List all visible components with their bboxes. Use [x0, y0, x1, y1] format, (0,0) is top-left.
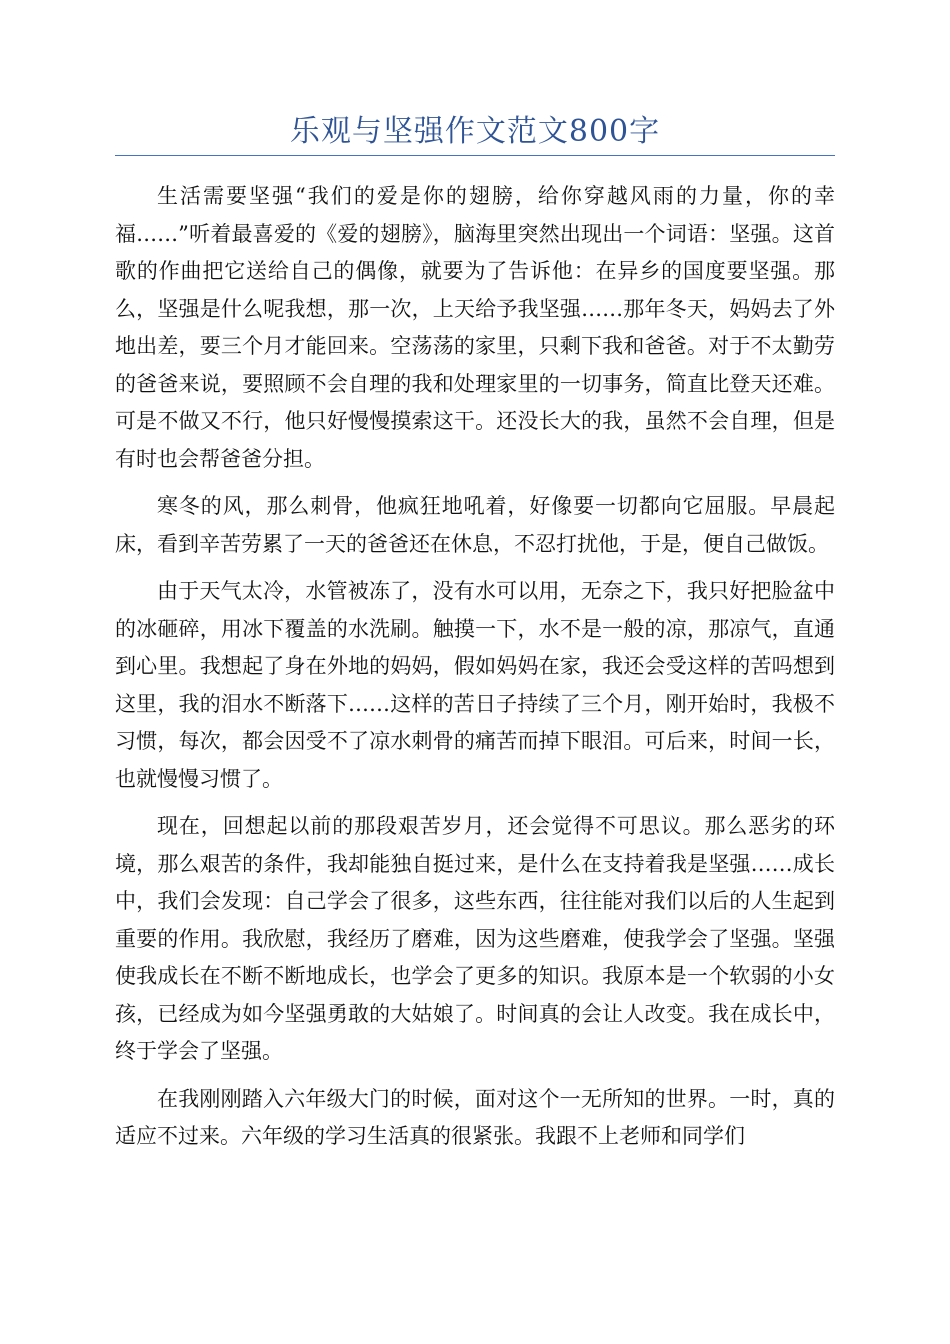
title-underline — [115, 155, 835, 156]
paragraph-1: 生活需要坚强“我们的爱是你的翅膀，给你穿越风雨的力量，你的幸福……”听着最喜爱的《爱的翅膀》，脑海里突然出现出一个词语：坚强。这首歌的作曲把它送给自己的偶像，就要为了告诉他：在异乡的国度要坚强。那么，坚强是什么呢我想，那一次，上天给予我坚强……那年冬天，妈妈去了外地出差，要三个月才能回来。空荡荡的家里，只剩下我和爸爸。对于不太勤劳的爸爸来说，要照顾不会自理的我和处理家里的一切事务，简直比登天还难。可是不做又不行，他只好慢慢摸索这干。还没长大的我，虽然不会自理，但是有时也会帮爸爸分担。 — [115, 184, 835, 471]
paragraph-5: 在我刚刚踏入六年级大门的时候，面对这个一无所知的世界。一时，真的适应不过来。六年级的学习生活真的很紧张。我跟不上老师和同学们 — [115, 1086, 835, 1148]
document-body — [115, 178, 835, 1166]
paragraph-2: 寒冬的风，那么刺骨，他疯狂地吼着，好像要一切都向它屈服。早晨起床，看到辛苦劳累了一天的爸爸还在休息，不忍打扰他，于是，便自己做饭。 — [115, 494, 835, 556]
document-title: 乐观与坚强作文范文800字 — [289, 114, 661, 149]
paragraph-4: 现在，回想起以前的那段艰苦岁月，还会觉得不可思议。那么恶劣的环境，那么艰苦的条件，我却能独自挺过来，是什么在支持着我是坚强……成长中，我们会发现：自己学会了很多，这些东西，往往能对我们以后的人生起到重要的作用。我欣慰，我经历了磨难，因为这些磨难，使我学会了坚强。坚强使我成长在不断不断地成长，也学会了更多的知识。我原本是一个软弱的小女孩，已经成为如今坚强勇敢的大姑娘了。时间真的会让人改变。我在成长中，终于学会了坚强。 — [115, 814, 835, 1063]
paragraph-3: 由于天气太冷，水管被冻了，没有水可以用，无奈之下，我只好把脸盆中的冰砸碎，用冰下覆盖的水洗刷。触摸一下，水不是一般的凉，那凉气，直通到心里。我想起了身在外地的妈妈，假如妈妈在家，我还会受这样的苦吗想到这里，我的泪水不断落下……这样的苦日子持续了三个月，刚开始时，我极不习惯，每次，都会因受不了凉水刺骨的痛苦而掉下眼泪。可后来，时间一长，也就慢慢习惯了。 — [115, 579, 835, 791]
